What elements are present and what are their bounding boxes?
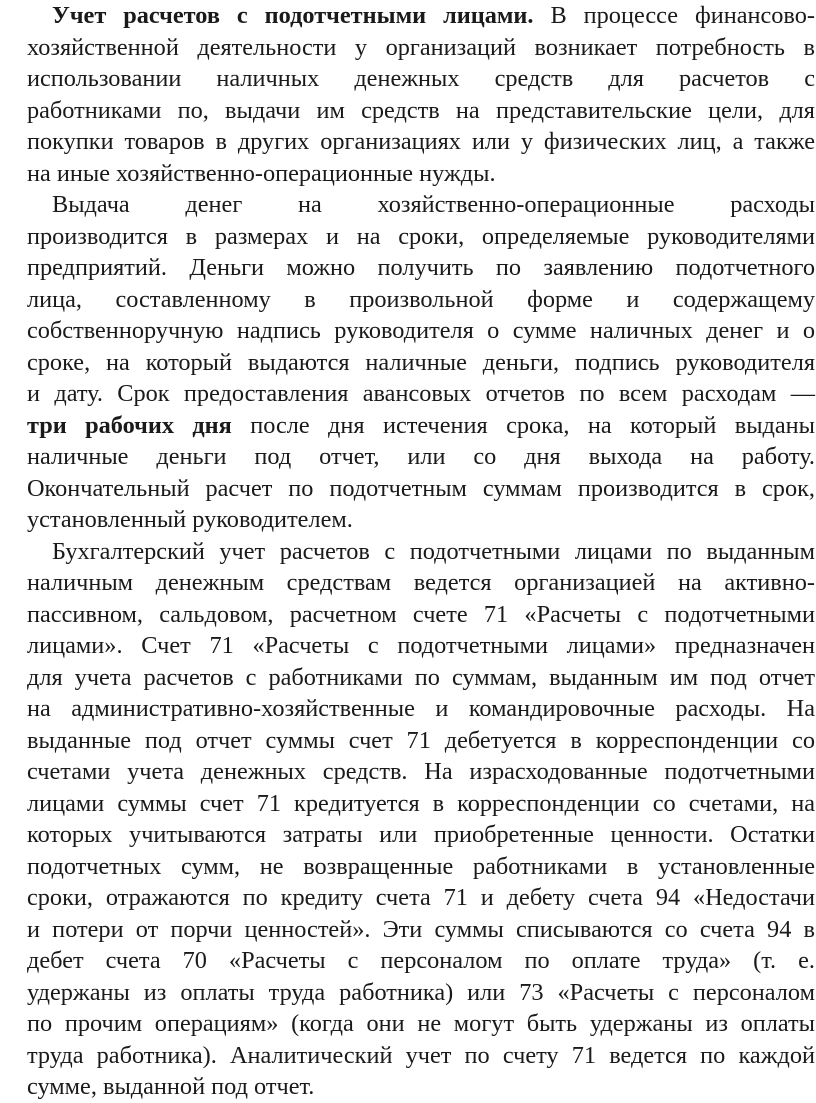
- text-line: [2, 252, 815, 284]
- text-line: [2, 725, 815, 757]
- text-run: на административно-хозяйственные и командировочные расходы. На: [27, 695, 815, 722]
- text-line: [2, 693, 815, 725]
- text-run: сроки, отражаются по кредиту счета 71 и дебету счета 94 «Недостачи: [27, 884, 815, 911]
- text-line: [2, 1040, 815, 1072]
- text-run: сумме, выданной под отчет.: [27, 1073, 315, 1100]
- text-line: [2, 567, 815, 599]
- text-run: наличные деньги под отчет, или со дня выхода на работу.: [27, 443, 815, 470]
- text-line: [2, 914, 815, 946]
- document-body: [2, 0, 815, 1103]
- text-run: сроке, на который выдаются наличные деньги, подпись руководителя: [27, 348, 815, 376]
- text-run: для учета расчетов с работниками по суммам, выданным им под отчет: [27, 663, 815, 691]
- text-run: производится в размерах и на сроки, определяемые руководителями: [27, 222, 815, 250]
- text-line: [2, 662, 815, 694]
- text-line: [2, 851, 815, 883]
- paragraph: [2, 189, 815, 536]
- text-run: хозяйственной деятельности у организаций возникает потребность в: [27, 33, 815, 61]
- text-line: [2, 189, 815, 221]
- bold-term: три рабочих дня: [27, 411, 232, 439]
- text-run: дебет счета 70 «Расчеты с персоналом по оплате труда» (т. е.: [27, 947, 815, 974]
- text-line: [2, 788, 815, 820]
- text-run: Выдача денег на хозяйственно-операционные расходы: [52, 191, 815, 218]
- text-run: наличным денежным средствам ведется организацией на активно-: [27, 569, 815, 596]
- text-line: [2, 1008, 815, 1040]
- text-line: [2, 378, 815, 410]
- text-run: счетами учета денежных средств. На израсходованные подотчетными: [27, 758, 815, 785]
- paragraph: [2, 536, 815, 1103]
- text-line: [2, 599, 815, 631]
- text-run: В процессе финансово-: [533, 2, 815, 29]
- text-run: пассивном, сальдовом, расчетном счете 71 «Расчеты с подотчетными: [27, 600, 815, 628]
- text-line: [2, 0, 815, 32]
- text-run: лица, составленному в произвольной форме и содержащему: [27, 285, 815, 313]
- text-line: [2, 977, 815, 1009]
- text-line: [2, 158, 815, 190]
- text-line: [2, 126, 815, 158]
- text-run: установленный руководителем.: [27, 506, 353, 533]
- text-line: [2, 630, 815, 662]
- text-run: собственноручную надпись руководителя о сумме наличных денег и о: [27, 317, 815, 344]
- text-line: [2, 1071, 815, 1103]
- text-run: труда работника). Аналитический учет по счету 71 ведется по каждой: [27, 1041, 815, 1069]
- text-line: [2, 882, 815, 914]
- text-run: Окончательный расчет по подотчетным суммам производится в срок,: [27, 474, 815, 502]
- text-run: и дату. Срок предоставления авансовых отчетов по всем расходам —: [27, 380, 815, 407]
- text-run: предприятий. Деньги можно получить по заявлению подотчетного: [27, 254, 815, 281]
- text-run: по прочим операциям» (когда они не могут быть удержаны из оплаты: [27, 1010, 815, 1037]
- text-line: [2, 819, 815, 851]
- text-run: которых учитываются затраты или приобретенные ценности. Остатки: [27, 821, 815, 848]
- text-line: [2, 347, 815, 379]
- text-run: работниками по, выдачи им средств на представительские цели, для: [27, 96, 815, 124]
- text-line: [2, 504, 815, 536]
- text-run: Бухгалтерский учет расчетов с подотчетными лицами по выданным: [52, 537, 815, 565]
- text-run: использовании наличных денежных средств для расчетов с: [27, 65, 815, 92]
- text-line: [2, 536, 815, 568]
- text-run: после дня истечения срока, на который выданы: [231, 411, 816, 439]
- text-line: [2, 410, 815, 442]
- text-run: покупки товаров в других организациях или у физических лиц, а также: [27, 128, 815, 155]
- text-run: и потери от порчи ценностей». Эти суммы списываются со счета 94 в: [27, 915, 815, 943]
- paragraph: [2, 0, 815, 189]
- text-line: [2, 221, 815, 253]
- text-line: [2, 63, 815, 95]
- text-run: лицами суммы счет 71 кредитуется в корреспонденции со счетами, на: [27, 789, 815, 817]
- text-line: [2, 95, 815, 127]
- text-run: подотчетных сумм, не возвращенные работниками в установленные: [27, 852, 815, 880]
- text-run: лицами». Счет 71 «Расчеты с подотчетными лицами» предназначен: [27, 632, 815, 659]
- text-run: удержаны из оплаты труда работника) или 73 «Расчеты с персоналом: [27, 978, 815, 1006]
- text-line: [2, 32, 815, 64]
- text-line: [2, 756, 815, 788]
- text-line: [2, 284, 815, 316]
- bold-term: Учет расчетов с подотчетными лицами.: [52, 2, 534, 29]
- text-line: [2, 473, 815, 505]
- text-line: [2, 441, 815, 473]
- text-run: на иные хозяйственно-операционные нужды.: [27, 159, 496, 187]
- text-line: [2, 315, 815, 347]
- text-run: выданные под отчет суммы счет 71 дебетуется в корреспонденции со: [27, 726, 815, 754]
- text-line: [2, 945, 815, 977]
